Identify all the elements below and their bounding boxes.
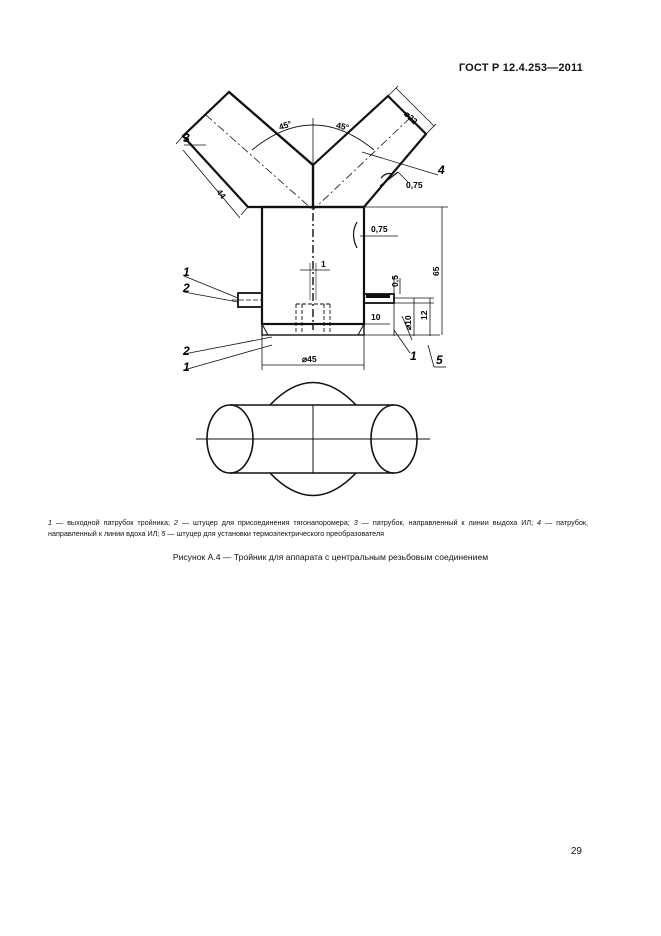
callout-4: 4 — [438, 163, 445, 177]
dim-05: 0,5 — [390, 275, 400, 287]
dim-10: 10 — [371, 312, 381, 322]
callout-2-bottom: 2 — [183, 344, 190, 358]
dim-45-right: 45° — [335, 120, 350, 133]
dim-1: 1 — [321, 259, 326, 269]
callout-1-right: 1 — [410, 349, 417, 363]
callout-1-top: 1 — [183, 265, 190, 279]
dim-d10: ⌀10 — [403, 315, 413, 330]
dim-44: 44 — [214, 187, 229, 201]
dim-d22: ⌀22 — [402, 108, 420, 127]
dim-d45: ⌀45 — [302, 354, 317, 364]
dim-075-body: 0,75 — [371, 224, 388, 234]
dim-075-top: 0,75 — [406, 180, 423, 190]
callout-3: 3 — [183, 131, 190, 145]
plan-view — [196, 383, 430, 496]
dim-65: 65 — [431, 266, 441, 276]
dim-12: 12 — [419, 310, 429, 320]
document-header: ГОСТ Р 12.4.253—2011 — [458, 62, 583, 74]
figure-caption: Рисунок А.4 — Тройник для аппарата с центральным резьбовым соединением — [172, 552, 489, 562]
callout-5: 5 — [436, 353, 443, 367]
page-number: 29 — [570, 846, 582, 857]
dim-45-left: 45° — [277, 118, 293, 132]
callout-1-bottom: 1 — [183, 360, 190, 374]
callout-2-top: 2 — [183, 281, 190, 295]
figure-legend: 1 — выходной патрубок тройника; 2 — штуцер для присоединения тягонапоромера; 3 — патрубок, направленный к линии выдоха ИЛ; 4 — патрубок, направленный к линии вдоха ИЛ; 5 — штуцер для установки термоэлектрического преобразователя — [48, 518, 589, 538]
